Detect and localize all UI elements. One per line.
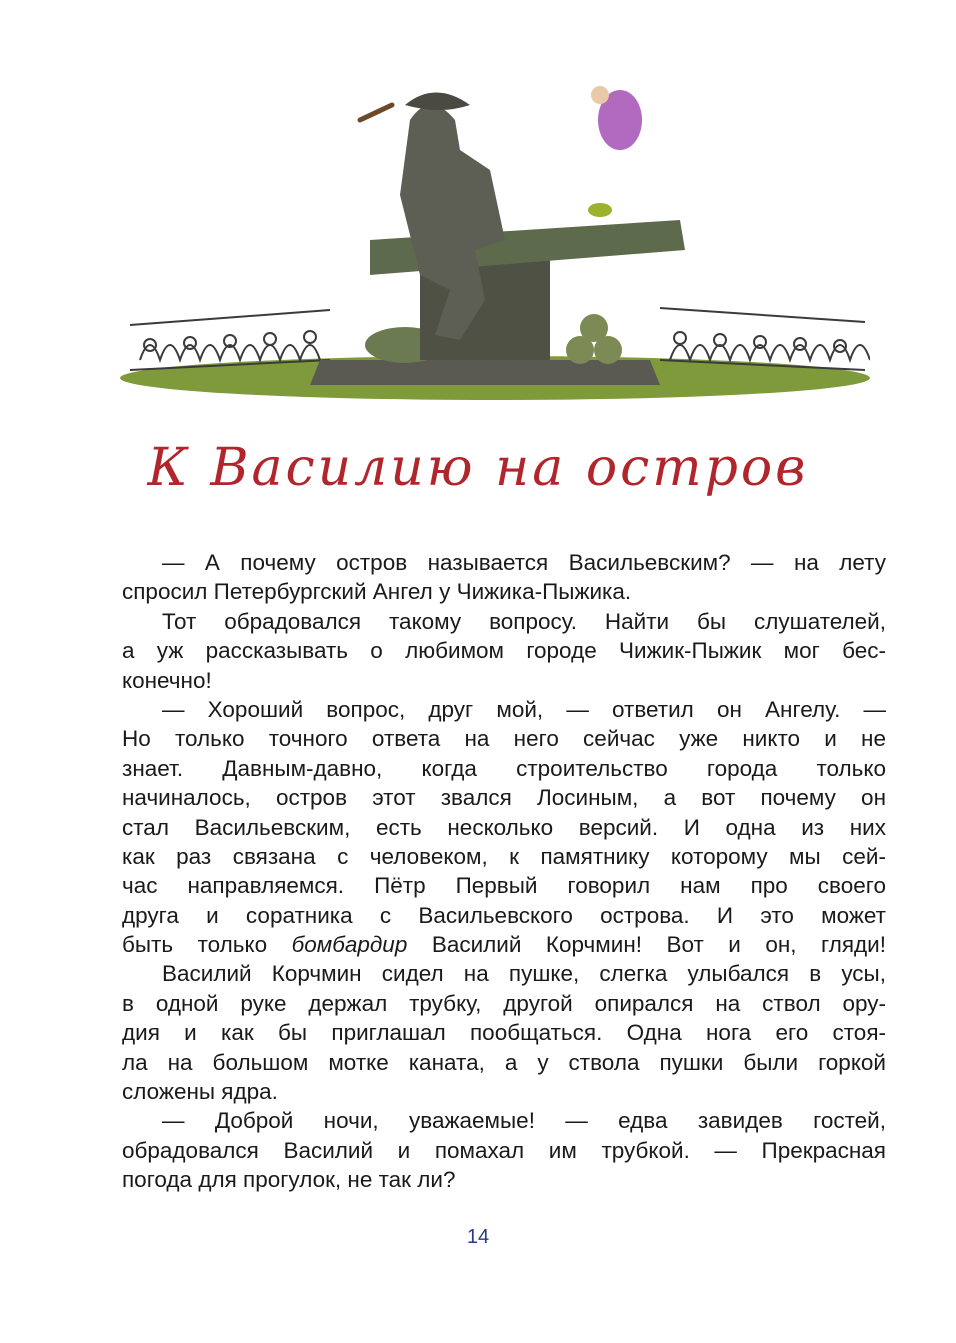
text-line: знает. Давным-давно, когда строительство города только <box>122 755 886 781</box>
text-line: погода для прогулок, не так ли? <box>122 1167 456 1193</box>
text-line: стал Васильевским, есть несколько версий. И одна из них <box>122 814 886 840</box>
cannonballs <box>566 314 622 364</box>
chizhik-bird <box>588 203 612 217</box>
text-line: Василий Корчмин сидел на пушке, слегка улыбался в усы, <box>162 961 886 987</box>
text-line: — А почему остров называется Васильевским? — на лету <box>162 550 886 575</box>
text-line: час направляемся. Пётр Первый говорил нам про своего <box>122 873 886 899</box>
body-text <box>122 548 886 1195</box>
text-line: друга и соратника с Васильевского острова. И это может <box>122 902 886 928</box>
text-fragment: Василий Корчмин! Вот и он, гляди! <box>431 932 886 958</box>
monument-illustration <box>120 60 870 400</box>
chapter-title: К Василию на остров <box>147 438 809 498</box>
fence-right <box>660 308 870 370</box>
text-line: — Хороший вопрос, друг мой, — ответил он Ангелу. — <box>162 696 886 722</box>
text-fragment: быть только <box>122 932 268 958</box>
fence-left <box>130 310 330 370</box>
text-line-mixed <box>122 930 886 959</box>
text-line: Тот обрадовался такому вопросу. Найти бы слушателей, <box>162 608 886 634</box>
flying-angel <box>591 86 642 150</box>
text-line: в одной руке держал трубку, другой опирался на ствол ору- <box>122 990 886 1016</box>
emphasis-text: бомбардир <box>291 932 408 958</box>
text-line: как раз связана с человеком, к памятнику которому мы сей- <box>122 843 886 869</box>
text-line: конечно! <box>122 667 212 693</box>
text-line: — Доброй ночи, уважаемые! — едва завидев гостей, <box>162 1108 886 1134</box>
text-line: ла на большом мотке каната, а у ствола пушки были горкой <box>122 1049 886 1075</box>
pipe <box>360 105 392 120</box>
text-line: сложены ядра. <box>122 1079 278 1105</box>
text-line: обрадовался Василий и помахал им трубкой. — Прекрасная <box>122 1137 886 1163</box>
text-line: спросил Петербургский Ангел у Чижика-Пыжика. <box>122 579 632 605</box>
text-line: начиналось, остров этот звался Лосиным, а вот почему он <box>122 785 886 811</box>
text-line: а уж рассказывать о любимом городе Чижик-Пыжик мог бес- <box>122 638 886 664</box>
page-number: 14 <box>466 1226 490 1248</box>
text-line: Но только точного ответа на него сейчас уже никто и не <box>122 726 886 752</box>
tricorn-hat <box>405 93 470 111</box>
text-line: дия и как бы приглашал пообщаться. Одна нога его стоя- <box>122 1020 886 1046</box>
